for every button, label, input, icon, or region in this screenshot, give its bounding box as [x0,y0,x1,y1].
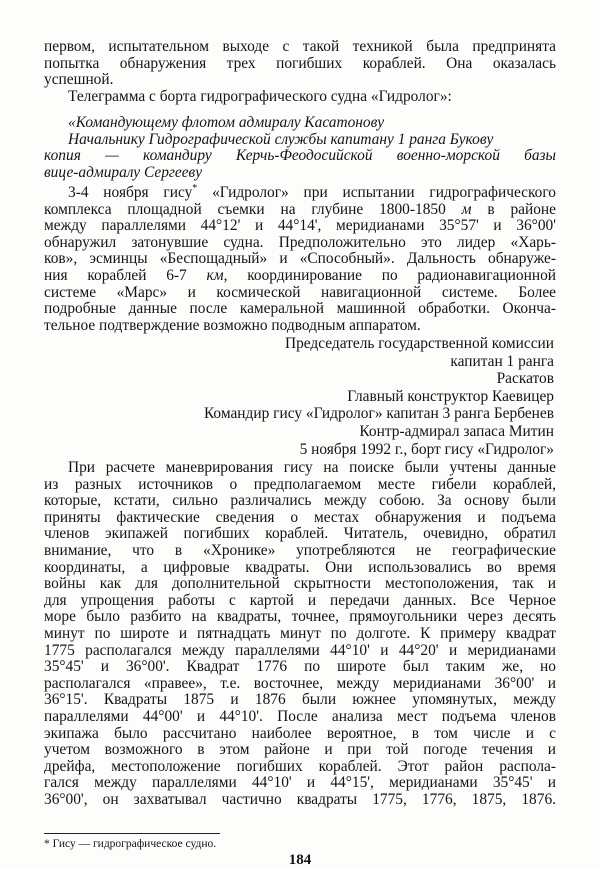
text-line: войны как для дополнительной скрытности местоположения, так и [44,575,556,593]
text-segment: ния кораблей 6-7 [44,266,207,284]
text-segment: , координирование по радионавигационной [223,266,556,284]
text-line: 36°15'. Квадраты 1875 и 1876 были южнее упомянутых, между [44,691,556,709]
signature-line: Раскатов [496,370,554,388]
text-segment: в районе [471,200,556,218]
address-line: копия — командиру Керчь-Феодосийской военно-морской базы [44,147,556,165]
text-segment: 3-4 ноября гису [68,184,193,201]
text-line: между параллелями 44°12' и 44°14', меридианами 35°57' и 36°00' [44,217,556,235]
text-line: тельное подтверждение возможно подводным аппаратом. [44,316,421,334]
body-paragraph [44,460,556,808]
telegram-body [44,182,556,334]
text-line: море было разбито на квадраты, точнее, прямоугольники через десять [44,608,556,626]
signature-line: капитан 1 ранга [450,352,554,370]
text-line: которые, кстати, сильно различались между собою. За основу были [44,492,556,510]
text-line [44,202,556,219]
text-line [44,268,556,285]
text-line: ков», эсминцы «Беспощадный» и «Способный». Дальность обнаруже- [44,250,556,268]
text-line: параллелями 44°00' и 44°10'. После анализа мест подъема членов [44,707,556,725]
unit-text: м [461,200,472,218]
text-line: приняты фактические сведения о местах обнаружения и подъема [44,508,556,526]
text-line: гался между параллелями 44°10' и 44°15', меридианами 35°45' и [44,774,556,792]
signature-line: Главный конструктор Каевицер [347,387,554,405]
telegram-intro: Телеграмма с борта гидрографического судна «Гидролог»: [68,87,452,105]
page-number: 184 [288,852,312,868]
text-line: попытка обнаружения трех погибших кораблей. Она оказалась [44,54,556,72]
footnote-divider [44,833,220,834]
address-line: Начальнику Гидрографической службы капитану 1 ранга Букову [68,130,494,148]
unit-text: км [206,266,224,284]
text-line: 1775 располагался между параллелями 44°10' и 44°20' и меридианами [44,641,556,659]
text-line: обнаружил затонувшие судна. Предположительно это лидер «Харь- [44,233,556,251]
text-segment: комплекса площадной съемки на глубине 1800-1850 [44,200,462,218]
signature-line: 5 ноября 1992 г., борт гису «Гидролог» [299,440,554,458]
telegram-address [44,115,556,181]
text-line: дрейфа, местоположение погибших кораблей. Этот район распола- [44,757,556,775]
text-line: учетом возможного в этом районе и при той погоде течения и [44,741,556,759]
text-line: первом, испытательном выходе с такой техникой была предпринята [44,38,556,55]
signature-line: Командир гису «Гидролог» капитан 3 ранга Бербенев [203,405,554,423]
address-line: вице-адмиралу Сергееву [44,163,203,181]
signature-line: Председатель государственной комиссии [284,335,554,352]
text-line: для упрощения работы с картой и передачи данных. Все Черное [44,591,556,609]
text-line [44,182,556,202]
text-line: успешной. [44,71,114,89]
intro-paragraph [44,39,556,105]
text-line: координаты, а цифровые квадраты. Они использовались во время [44,558,556,576]
text-line: системе «Марс» и космической навигационной системе. Более [44,283,556,301]
text-line: внимание, что в «Хронике» употребляются не географические [44,541,556,559]
address-line: «Командующему флотом адмиралу Касатонову [68,114,385,131]
text-line: 35°45' и 36°00'. Квадрат 1776 по широте был таким же, но [44,658,556,676]
text-line: располагался «правее», т.е. восточнее, между меридианами 36°00' и [44,674,556,692]
signature-line: Контр-адмирал запаса Митин [359,422,554,440]
text-line: экипажа было рассчитано наиболее вероятное, в том числе и с [44,724,556,742]
footnote-marker: * [192,182,198,194]
text-line: минут по широте и пятнадцать минут по долготе. К примеру квадрат [44,624,556,642]
signature-block [44,335,556,458]
text-line: 36°00', он захватывал частично квадраты 1775, 1776, 1875, 1876. [44,790,556,808]
text-line: членов экипажей погибших кораблей. Читатель, очевидно, обратил [44,525,556,543]
footnote: * Гису — гидрографическое судно. [44,838,217,850]
text-line: подробные данные после камеральной машинной обработки. Оконча- [44,300,556,318]
text-line: из разных источников о предполагаемом месте гибели кораблей, [44,475,556,493]
text-line: При расчете маневрирования гису на поиске были учтены данные [68,459,556,476]
text-segment: «Гидролог» при испытании гидрографического [197,184,556,201]
